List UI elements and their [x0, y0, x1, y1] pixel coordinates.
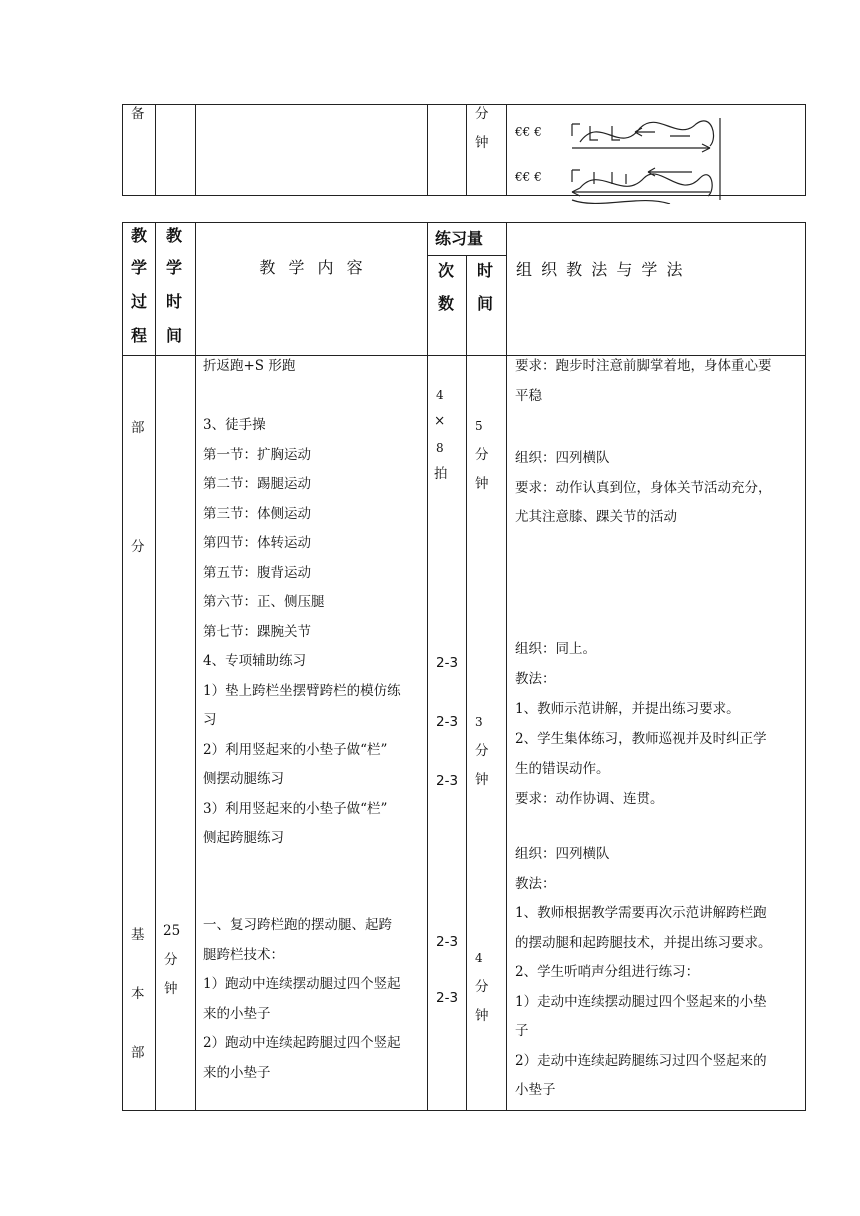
header-col1-char: 程	[130, 326, 147, 345]
top-col1-text: 备	[131, 106, 145, 122]
header-col1-char: 教	[130, 226, 147, 245]
time-unit: 钟	[475, 476, 489, 492]
content-line: 来的小垫子	[203, 1064, 271, 1081]
count-value: 2-3	[436, 773, 459, 789]
method-line: 的摆动腿和起跨腿技术，并提出练习要求。	[515, 934, 772, 951]
count-warmup: 拍	[434, 466, 448, 482]
method-line: 1）走动中连续摆动腿过四个竖起来的小垫	[515, 993, 767, 1010]
content-line: 第七节：踝腕关节	[203, 623, 311, 640]
header-time-char: 间	[476, 294, 493, 313]
method-line: 尤其注意膝、踝关节的活动	[515, 509, 677, 525]
stage-label: 本	[131, 986, 145, 1002]
content-line: 4、专项辅助练习	[203, 653, 307, 669]
content-line: 1）垫上跨栏坐摆臂跨栏的模仿练	[203, 682, 401, 699]
content-line: 2）跑动中连续起跨腿过四个竖起	[203, 1035, 401, 1051]
method-line: 组织：四列横队	[515, 450, 610, 466]
method-line: 平稳	[515, 387, 542, 404]
header-count-char: 次	[437, 261, 454, 280]
method-line: 组织：四列横队	[515, 846, 610, 862]
top-unit-line2: 钟	[475, 135, 489, 151]
time-unit: 钟	[475, 1008, 489, 1024]
header-col2-char: 间	[165, 326, 182, 345]
header-count-char: 数	[437, 294, 454, 313]
time-value: 5	[475, 419, 483, 433]
method-line: 教法：	[515, 875, 556, 892]
time-unit: 分	[475, 447, 489, 463]
content-line: 腿跨栏技术：	[203, 946, 284, 963]
method-line: 1、教师示范讲解，并提出练习要求。	[515, 701, 740, 717]
stage-label: 部	[131, 1045, 145, 1061]
content-line: 来的小垫子	[203, 1005, 271, 1022]
time-value: 4	[475, 951, 483, 965]
content-line: 第三节：体侧运动	[203, 505, 311, 522]
content-line: 1）跑动中连续摆动腿过四个竖起	[203, 976, 401, 992]
content-line: 第六节：正、侧压腿	[203, 594, 325, 610]
method-line: 教法：	[515, 671, 556, 687]
time-unit: 分	[475, 979, 489, 995]
count-value: 2-3	[436, 655, 459, 671]
method-line: 子	[515, 1023, 529, 1039]
duration-unit: 分	[164, 952, 178, 968]
header-col2-char: 时	[165, 292, 182, 311]
header-col2-char: 教	[165, 226, 182, 245]
header-col1-char: 过	[130, 292, 147, 311]
method-line: 生的错误动作。	[515, 761, 610, 777]
time-value: 3	[475, 715, 483, 729]
header-col1-char: 学	[130, 258, 147, 277]
time-unit: 钟	[475, 772, 489, 788]
header-col2-char: 学	[165, 258, 182, 277]
content-line: 第一节：扩胸运动	[203, 446, 311, 463]
content-line: 2）利用竖起来的小垫子做“栏”	[203, 741, 388, 758]
method-line: 要求：跑步时注意前脚掌着地，身体重心要	[515, 358, 772, 374]
method-line: 组织：同上。	[515, 641, 596, 657]
count-value: 2-3	[436, 934, 459, 950]
method-line: 2）走动中连续起跨腿练习过四个竖起来的	[515, 1052, 767, 1069]
content-line: 侧起跨腿练习	[203, 830, 284, 846]
content-line: 3、徒手操	[203, 417, 266, 433]
duration-unit: 钟	[164, 981, 178, 997]
count-warmup: 8	[436, 441, 444, 455]
header-time-char: 时	[476, 261, 493, 280]
content-line: 习	[203, 712, 217, 728]
method-line: 2、学生听哨声分组进行练习：	[515, 964, 700, 980]
content-line: 第五节：腹背运动	[203, 564, 311, 581]
header-method-title: 组 织 教 法 与 学 法	[516, 260, 685, 279]
content-line: 3）利用竖起来的小垫子做“栏”	[203, 800, 388, 817]
content-line: 第四节：体转运动	[203, 535, 311, 551]
count-warmup: 4	[436, 388, 444, 402]
formation-row1-label: €€ €	[515, 125, 542, 139]
stage-label: 基	[131, 927, 145, 943]
stage-label: 部	[131, 420, 145, 436]
count-warmup: ×	[434, 413, 446, 429]
content-line: 侧摆动腿练习	[203, 771, 284, 787]
method-line: 1、教师根据教学需要再次示范讲解跨栏跑	[515, 905, 767, 921]
content-line: 折返跑+S 形跑	[203, 358, 296, 374]
header-practice-amount: 练习量	[435, 229, 484, 248]
count-value: 2-3	[436, 714, 459, 730]
formation-row2-label: €€ €	[515, 170, 542, 184]
duration-value: 25	[163, 923, 181, 939]
top-unit-line1: 分	[475, 106, 489, 122]
content-line: 第二节：踢腿运动	[203, 476, 311, 492]
run-route-diagram	[560, 112, 730, 204]
method-line: 小垫子	[515, 1082, 556, 1098]
method-line: 要求：动作认真到位，身体关节活动充分，	[515, 479, 772, 496]
header-content-title: 教 学 内 容	[259, 258, 367, 277]
stage-label: 分	[131, 539, 145, 555]
time-unit: 分	[475, 743, 489, 759]
count-value: 2-3	[436, 990, 459, 1006]
method-line: 2、学生集体练习，教师巡视并及时纠正学	[515, 731, 767, 747]
content-line: 一、复习跨栏跑的摆动腿、起跨	[203, 917, 392, 933]
method-line: 要求：动作协调、连贯。	[515, 791, 664, 807]
